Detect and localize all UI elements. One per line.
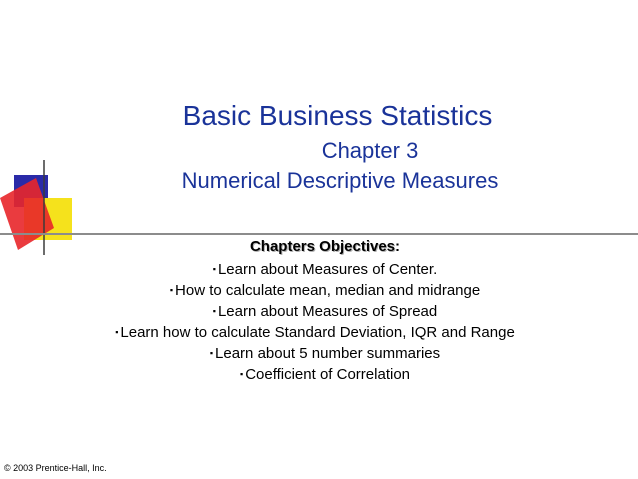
slide-subtitle: Numerical Descriptive Measures — [181, 168, 499, 193]
horizontal-rule — [0, 233, 638, 235]
objectives-heading — [115, 236, 535, 258]
objective-text: Learn about Measures of Spread — [217, 303, 438, 320]
objective-item — [115, 280, 535, 301]
objective-text: How to calculate mean, median and midrange — [175, 282, 481, 299]
bullet-icon: ▪ — [115, 327, 119, 337]
objective-text: Learn about Measures of Center. — [217, 261, 438, 278]
objective-item — [115, 343, 535, 364]
objectives-heading-text: Chapters Objectives — [249, 238, 396, 255]
objective-item — [115, 259, 535, 280]
objectives-heading-colon: : — [395, 238, 401, 255]
copyright-footer: © 2003 Prentice-Hall, Inc. — [4, 463, 107, 473]
bullet-icon: ▪ — [212, 264, 216, 274]
bullet-icon: ▪ — [209, 348, 214, 358]
objective-item — [115, 322, 535, 343]
objectives-section — [115, 236, 535, 385]
objective-text: Learn how to calculate Standard Deviation, IQR and Range — [120, 324, 515, 341]
title-block — [130, 98, 550, 195]
slide-title: Basic Business Statistics — [182, 100, 493, 131]
objective-text: Learn about 5 number summaries — [215, 345, 441, 362]
slide-chapter: Chapter 3 — [321, 138, 419, 163]
objective-item — [115, 301, 535, 322]
bullet-icon: ▪ — [239, 369, 244, 379]
objective-item — [115, 364, 535, 385]
objective-text: Coefficient of Correlation — [245, 366, 410, 383]
bullet-icon: ▪ — [212, 306, 216, 316]
bullet-icon: ▪ — [169, 285, 174, 295]
decorative-shapes — [0, 160, 80, 255]
decorative-graphic — [0, 160, 80, 255]
